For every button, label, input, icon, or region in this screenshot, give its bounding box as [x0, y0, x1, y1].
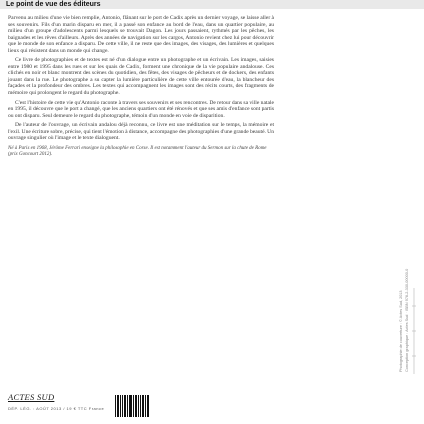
paragraph-2: Ce livre de photographies et de textes est né d'un dialogue entre un photographe et un écrivain. Les images, saisies entre 1980 et 1995 dans les rues et sur les quais de Cadix, forment une chronique de la vie populaire andalouse. Ces clichés en noir et blanc montrent des scènes du quotidien, des fêtes, des visages de pêcheurs et de dockers, des enfants jouant dans la rue. Le photographe a su capter la lumière particulière de cette ville entourée d'eau, la blancheur des façades et la profondeur des ombres. Les textes qui accompagnent les images sont des récits courts, des fragments de mémoire qui prolongent le regard du photographe. — [8, 57, 274, 97]
body-text-column — [8, 15, 274, 158]
side-registration-marks — [410, 286, 418, 376]
publisher-subtitle: DÉP. LÉG. : AOÛT 2013 / 19 € TTC France — [8, 406, 105, 411]
author-caption: Né à Paris en 1968, Jérôme Ferrari enseigne la philosophie en Corse. Il est notamment l'auteur du Sermon sur la chute de Rome (prix Goncourt 2012). — [8, 145, 267, 157]
side-isbn-text: Conception graphique : Actes Sud · ISBN 978-2-330-00000-0 — [405, 268, 409, 372]
footer — [8, 392, 418, 422]
paragraph-4: De l'auteur de l'ouvrage, un écrivain andalou déjà reconnu, ce livre est une méditation sur le temps, la mémoire et l'exil. Une écriture sobre, précise, qui tient l'émotion à distance, accompagne des photographies d'une grande beauté. Un ouvrage singulier où l'image et le texte dialoguent. — [8, 122, 274, 142]
paragraph-3: C'est l'histoire de cette vie qu'Antonio raconte à travers ses souvenirs et ses rencontres. De retour dans sa ville natale en 1995, il découvre que le port a changé, que les anciens quartiers ont été rénovés et que ses amis d'enfance sont partis ou ont disparu. Seul demeure le regard du photographe, témoin d'un monde en voie de disparition. — [8, 99, 274, 119]
header-bar — [0, 0, 424, 9]
side-credit-text: Photographie de couverture : © Actes Sud, 2013 — [399, 290, 403, 372]
barcode-icon — [114, 394, 150, 420]
header-title: Le point de vue des éditeurs — [6, 1, 101, 8]
publisher-logo: ACTES SUD — [8, 392, 55, 402]
paragraph-1: Parvenu au milieu d'une vie bien remplie, Antonio, flânant sur le port de Cadix après un dernier voyage, se laisse aller à ses souvenirs. Fils d'un marin disparu en mer, il a passé son enfance au bord de l'eau, dans un quartier populaire, au milieu d'un groupe d'adolescents parmi lesquels se trouvait Dagon. Les jours passaient, rythmés par les pêches, les baignades et les rêves d'ailleurs. Après des années de navigation sur les cargos, Antonio revient chez lui pour découvrir que le monde de son enfance a disparu. De cette ville, il ne reste que des images, des visages, des lumières et quelques lieux qui résistent dans un monde qui change. — [8, 15, 274, 54]
